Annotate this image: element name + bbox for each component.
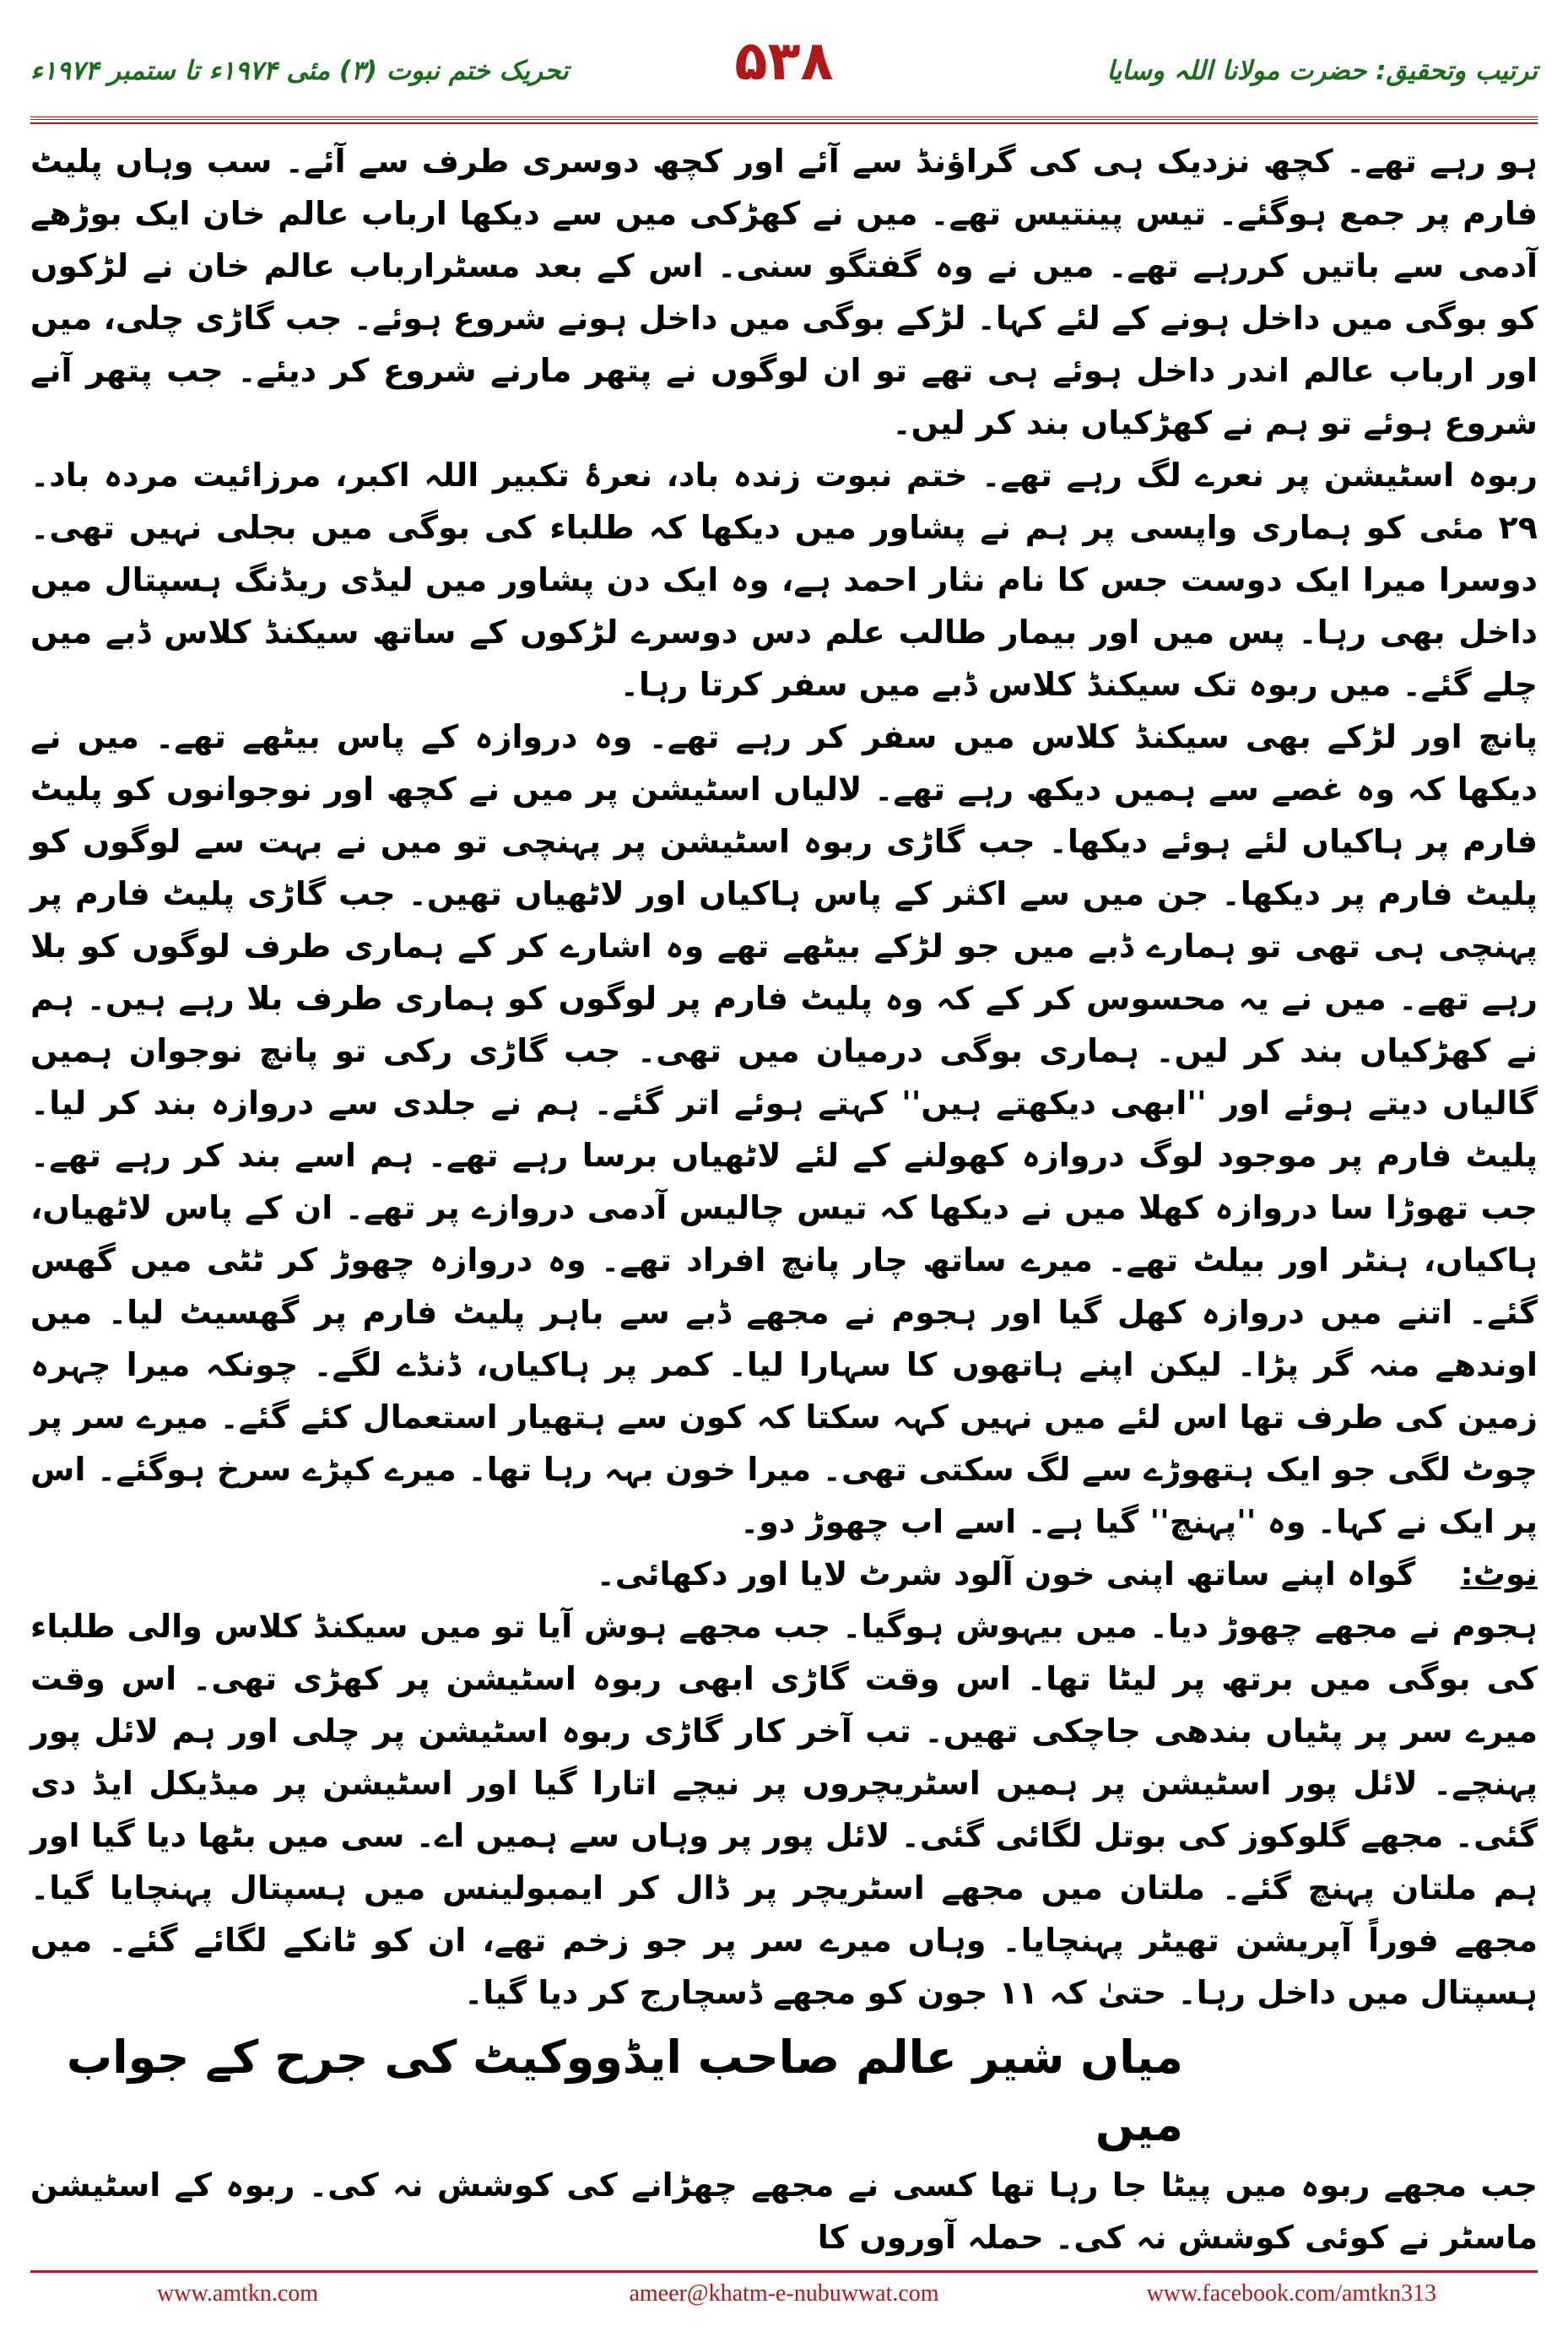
note-label: نوٹ:	[1460, 1555, 1538, 1593]
footer-facebook-link[interactable]: www.facebook.com/amtkn313	[1146, 2280, 1436, 2307]
note	[30, 1548, 1538, 1600]
page-header	[30, 24, 1538, 116]
note-text: گواہ اپنے ساتھ اپنی خون آلود شرٹ لایا اور دکھائی۔	[596, 1555, 1416, 1593]
page-number: ۵۳۸	[734, 30, 834, 93]
footer-website-link[interactable]: www.amtkn.com	[157, 2280, 319, 2307]
header-divider	[30, 116, 1538, 124]
paragraph-2: ربوہ اسٹیشن پر نعرے لگ رہے تھے۔ ختم نبوت زندہ باد، نعرۂ تکبیر اللہ اکبر، مرزائیت مردہ باد۔ ۲۹ مئی کو ہماری واپسی پر ہم نے پشاور میں دیکھا کہ طلباء کی بوگی میں بجلی نہیں تھی۔ دوسرا میرا ایک دوست جس کا نام نثار احمد ہے، وہ ایک دن پشاور میں لیڈی ریڈنگ ہسپتال میں داخل بھی رہا۔ پس میں اور بیمار طالب علم دس دوسرے لڑکوں کے ساتھ سیکنڈ کلاس ڈبے میں چلے گئے۔ میں ربوہ تک سیکنڈ کلاس ڈبے میں سفر کرتا رہا۔	[30, 457, 1538, 703]
section-subheading: میاں شیر عالم صاحب ایڈووکیٹ کی جرح کے جواب میں	[66, 2031, 1183, 2151]
page-body	[30, 135, 1538, 2256]
paragraph-4: ہجوم نے مجھے چھوڑ دیا۔ میں بیہوش ہوگیا۔ جب مجھے ہوش آیا تو میں سیکنڈ کلاس والی طلباء کی بوگی میں برتھ پر لیٹا تھا۔ اس وقت گاڑی ابھی ربوہ اسٹیشن پر کھڑی تھی۔ اس وقت میرے سر پر پٹیاں بندھی جاچکی تھیں۔ تب آخر کار گاڑی ربوہ اسٹیشن پر چلی اور ہم لائل پور پہنچے۔ لائل پور اسٹیشن پر ہمیں اسٹریچروں پر نیچے اتارا گیا اور اسٹیشن پر میڈیکل ایڈ دی گئی۔ مجھے گلوکوز کی بوتل لگائی گئی۔ لائل پور پر وہاں سے ہمیں اے۔ سی میں بٹھا دیا گیا اور ہم ملتان پہنچ گئے۔ ملتان میں مجھے اسٹریچر پر ڈال کر ایمبولینس میں ہسپتال پہنچایا گیا۔ مجھے فوراً آپریشن تھیٹر پہنچایا۔ وہاں میرے سر پر جو زخم تھے، ان کو ٹانکے لگائے گئے۔ میں ہسپتال میں داخل رہا۔ حتیٰ کہ ۱۱ جون کو مجھے ڈسچارج کر دیا گیا۔	[30, 1608, 1538, 2011]
paragraph-1: ہو رہے تھے۔ کچھ نزدیک ہی کی گراؤنڈ سے آئے اور کچھ دوسری طرف سے آئے۔ سب وہاں پلیٹ فارم پر جمع ہوگئے۔ تیس پینتیس تھے۔ میں نے کھڑکی میں سے دیکھا ارباب عالم خان ایک بوڑھے آدمی سے باتیں کررہے تھے۔ میں نے وہ گفتگو سنی۔ اس کے بعد مسٹرارباب عالم خان نے لڑکوں کو بوگی میں داخل ہونے کے لئے کہا۔ لڑکے بوگی میں داخل ہونے شروع ہوئے۔ جب گاڑی چلی، میں اور ارباب عالم اندر داخل ہوئے ہی تھے تو ان لوگوں نے پتھر مارنے شروع کر دیئے۔ جب پتھر آنے شروع ہوئے تو ہم نے کھڑکیاں بند کر لیں۔	[30, 143, 1538, 441]
page-footer	[30, 2280, 1538, 2314]
header-book-title: تحریک ختم نبوت (۳) مئی ۱۹۷۴ء تا ستمبر ۱۹۷۴ء	[30, 56, 569, 86]
footer-divider	[30, 2270, 1538, 2273]
paragraph-5: جب مجھے ربوہ میں پیٹا جا رہا تھا کسی نے مجھے چھڑانے کی کوشش نہ کی۔ ربوہ کے اسٹیشن ماسٹر نے کوئی کوشش نہ کی۔ حملہ آوروں کا	[30, 2166, 1538, 2256]
footer-email-link[interactable]: ameer@khatm-e-nubuwwat.com	[629, 2280, 939, 2307]
paragraph-3: پانچ اور لڑکے بھی سیکنڈ کلاس میں سفر کر رہے تھے۔ وہ دروازہ کے پاس بیٹھے تھے۔ میں نے دیکھا کہ وہ غصے سے ہمیں دیکھ رہے تھے۔ لالیاں اسٹیشن پر میں نے کچھ اور نوجوانوں کو پلیٹ فارم پر ہاکیاں لئے ہوئے دیکھا۔ جب گاڑی ربوہ اسٹیشن پر پہنچی تو میں نے بہت سے لوگوں کو پلیٹ فارم پر دیکھا۔ جن میں سے اکثر کے پاس ہاکیاں اور لاٹھیاں تھیں۔ جب گاڑی پلیٹ فارم پر پہنچی ہی تھی تو ہمارے ڈبے میں جو لڑکے بیٹھے تھے وہ اشارے کر کے ہماری طرف لوگوں کو بلا رہے تھے۔ میں نے یہ محسوس کر کے کہ وہ پلیٹ فارم پر لوگوں کو ہماری طرف بلا رہے ہیں۔ ہم نے کھڑکیاں بند کر لیں۔ ہماری بوگی درمیان میں تھی۔ جب گاڑی رکی تو پانچ نوجوان ہمیں گالیاں دیتے ہوئے اور ''ابھی دیکھتے ہیں'' کہتے ہوئے اتر گئے۔ ہم نے جلدی سے دروازہ بند کر لیا۔ پلیٹ فارم پر موجود لوگ دروازہ کھولنے کے لئے لاٹھیاں برسا رہے تھے۔ ہم اسے بند کر رہے تھے۔ جب تھوڑا سا دروازہ کھلا میں نے دیکھا کہ تیس چالیس آدمی دروازے پر تھے۔ ان کے پاس لاٹھیاں، ہاکیاں، ہنٹر اور بیلٹ تھے۔ میرے ساتھ چار پانچ افراد تھے۔ وہ دروازہ چھوڑ کر ٹٹی میں گھس گئے۔ اتنے میں دروازہ کھل گیا اور ہجوم نے مجھے ڈبے سے باہر پلیٹ فارم پر گھسیٹ لیا۔ میں اوندھے منہ گر پڑا۔ لیکن اپنے ہاتھوں کا سہارا لیا۔ کمر پر ہاکیاں، ڈنڈے لگے۔ چونکہ میرا چہرہ زمین کی طرف تھا اس لئے میں نہیں کہہ سکتا کہ کون سے ہتھیار استعمال کئے گئے۔ میرے سر پر چوٹ لگی جو ایک ہتھوڑے سے لگ سکتی تھی۔ میرا خون بہہ رہا تھا۔ میرے کپڑے سرخ ہوگئے۔ اس پر ایک نے کہا۔ وہ ''پہنچ'' گیا ہے۔ اسے اب چھوڑ دو۔	[30, 718, 1538, 1540]
header-compiler: ترتیب وتحقیق: حضرت مولانا اللہ وسایا	[1106, 56, 1538, 86]
